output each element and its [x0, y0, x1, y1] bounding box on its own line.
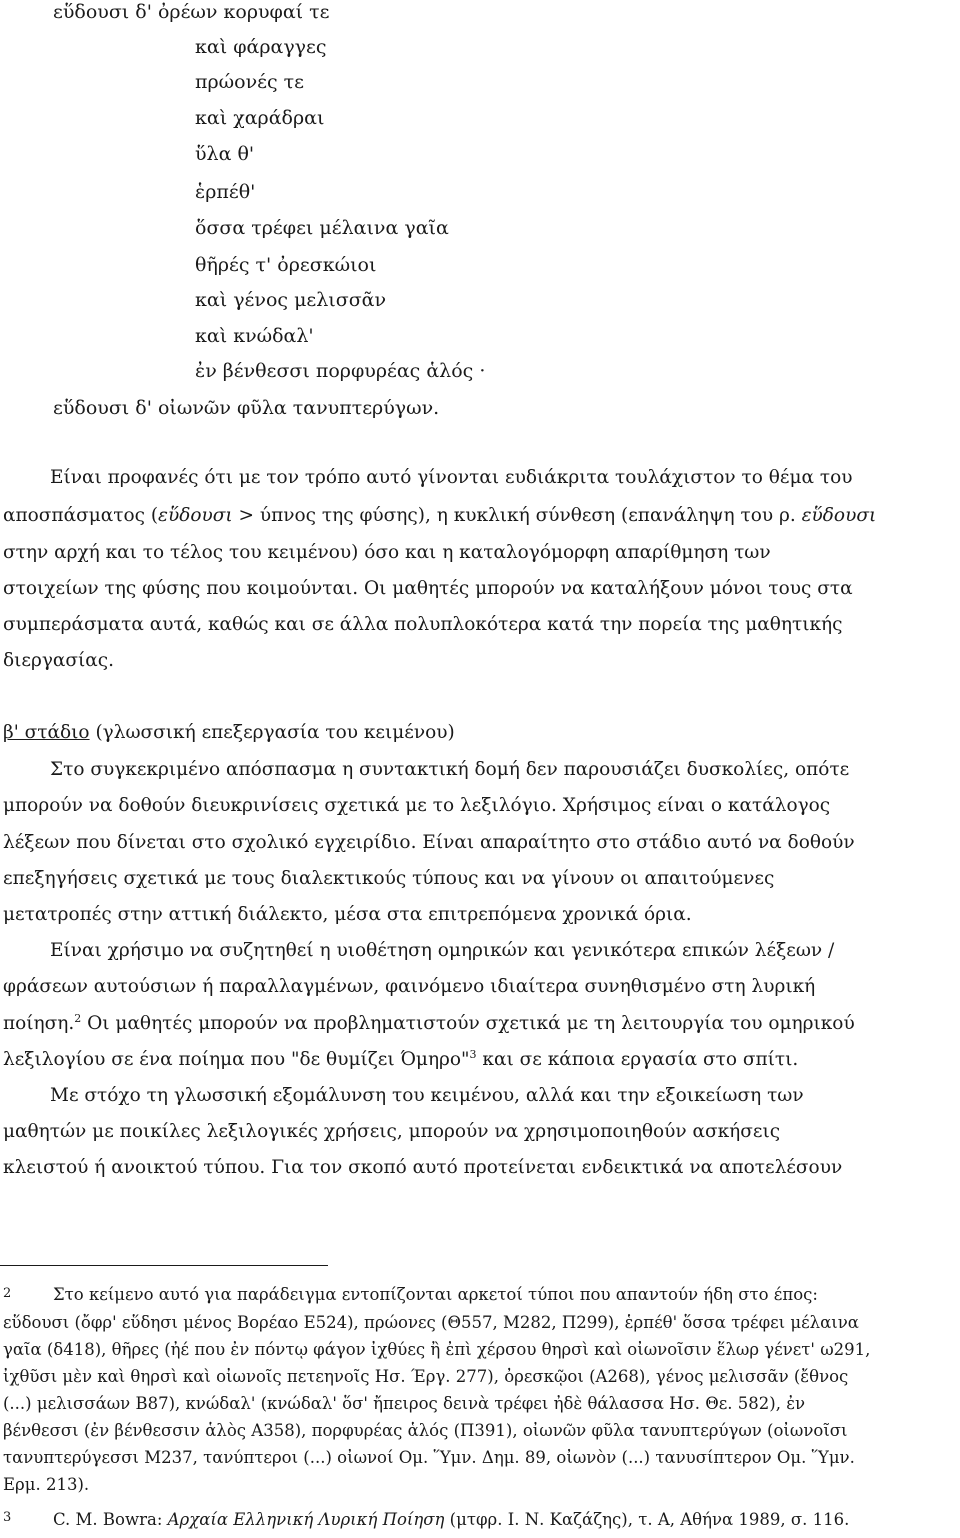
text-span: αποσπάσματος (: [3, 505, 159, 526]
italic-term: εὕδουσι: [158, 505, 233, 526]
text-line: [3, 1013, 855, 1034]
text-span: ποίηση.: [3, 1013, 75, 1034]
citation-details: (μτφρ. Ι. Ν. Καζάζης), τ. Α, Αθήνα 1989, σ. 116.: [444, 1510, 850, 1529]
poem-line: καὶ κνώδαλ': [195, 325, 314, 347]
citation-title: Αρχαία Ελληνική Λυρική Ποίηση: [167, 1510, 445, 1529]
footnote-line: [53, 1510, 849, 1529]
text-span: και σε κάποια εργασία στο σπίτι.: [476, 1049, 799, 1070]
poem-line: ὅσσα τρέφει μέλαινα γαῖα: [195, 217, 449, 239]
poem-line: καὶ χαράδραι: [195, 107, 325, 129]
footnote-line: τανυπτερύγεσσι Μ237, τανύπτεροι (...) οἰωνοί Ομ. Ὕμν. Δημ. 89, οἰωνὸν (...) τανυσίπτερον Ομ. Ὕμν.: [3, 1448, 855, 1467]
text-line: στην αρχή και το τέλος του κειμένου) όσο και η καταλογόμορφη απαρίθμηση των: [3, 542, 771, 563]
text-line: [3, 1049, 798, 1070]
poem-line: καὶ φάραγγες: [195, 36, 327, 58]
text-line: συμπεράσματα αυτά, καθώς και σε άλλα πολυπλοκότερα κατά την πορεία της μαθητικής: [3, 614, 843, 635]
text-line: [3, 505, 876, 526]
footnote-line: εὕδουσι (ὄφρ' εὕδησι μένος Βορέαο Ε524), πρώονες (Θ557, Μ282, Π299), ἑρπέθ' ὅσσα τρέφει μέλαινα: [3, 1313, 859, 1332]
poem-line: εὕδουσι δ' οἰωνῶν φῦλα τανυπτερύγων.: [53, 397, 440, 419]
text-line: μαθητών με ποικίλες λεξιλογικές χρήσεις, μπορούν να χρησιμοποιηθούν ασκήσεις: [3, 1121, 781, 1142]
text-line: Στο συγκεκριμένο απόσπασμα η συντακτική δομή δεν παρουσιάζει δυσκολίες, οπότε: [50, 759, 850, 780]
footnote-number: 2: [3, 1286, 12, 1301]
heading-label: β' στάδιο: [3, 722, 90, 743]
footnote-ref[interactable]: 3: [469, 1048, 477, 1061]
heading-rest: (γλωσσική επεξεργασία του κειμένου): [89, 722, 455, 743]
footnote-number: 3: [3, 1510, 12, 1525]
poem-line: ἑρπέθ': [195, 181, 256, 203]
footnote-separator: [0, 1265, 328, 1266]
text-line: μπορούν να δοθούν διευκρινίσεις σχετικά με το λεξιλόγιο. Χρήσιμος είναι ο κατάλογος: [3, 795, 831, 816]
footnote-line: ἰχθῦσι μὲν καὶ θηρσὶ καὶ οἰωνοῖς πετεηνοῖς Ησ. Έργ. 277), ὀρεσκῷοι (Α268), γένος μελισσᾶν (ἔθνος: [3, 1367, 849, 1386]
italic-term: εὕδουσι: [801, 505, 877, 526]
text-line: επεξηγήσεις σχετικά με τους διαλεκτικούς τύπους και να γίνουν οι απαιτούμενες: [3, 868, 775, 889]
footnote-line: (...) μελισσάων Β87), κνώδαλ' (κνώδαλ' ὅσ' ἤπειρος δεινὰ τρέφει ἠδὲ θάλασσα Ησ. Θε. 582), ἐν: [3, 1394, 806, 1413]
text-line: κλειστού ή ανοικτού τύπου. Για τον σκοπό αυτό προτείνεται ενδεικτικά να αποτελέσουν: [3, 1157, 843, 1178]
section-heading: [3, 722, 455, 743]
text-line: λέξεων που δίνεται στο σχολικό εγχειρίδιο. Είναι απαραίτητο στο στάδιο αυτό να δοθούν: [3, 832, 855, 853]
poem-line: ὕλα θ': [195, 143, 255, 165]
footnote-ref[interactable]: 2: [74, 1012, 82, 1025]
poem-line: ἐν βένθεσσι πορφυρέας ἁλός ·: [195, 360, 486, 382]
poem-line: εὕδουσι δ' ὀρέων κορυφαί τε: [53, 1, 330, 23]
text-line: Είναι χρήσιμο να συζητηθεί η υιοθέτηση ομηρικών και γενικότερα επικών λέξεων /: [50, 940, 835, 961]
poem-line: πρώονές τε: [195, 71, 305, 93]
text-line: Με στόχο τη γλωσσική εξομάλυνση του κειμένου, αλλά και την εξοικείωση των: [50, 1085, 804, 1106]
footnote-line: Στο κείμενο αυτό για παράδειγμα εντοπίζονται αρκετοί τύποι που απαντούν ήδη στο έπος:: [53, 1285, 818, 1304]
text-line: Είναι προφανές ότι με τον τρόπο αυτό γίνονται ευδιάκριτα τουλάχιστον το θέμα του: [50, 467, 853, 488]
citation-author: C. M. Bowra:: [53, 1510, 168, 1529]
text-line: στοιχείων της φύσης που κοιμούνται. Οι μαθητές μπορούν να καταλήξουν μόνοι τους στα: [3, 578, 853, 599]
text-line: μετατροπές στην αττική διάλεκτο, μέσα στα επιτρεπόμενα χρονικά όρια.: [3, 904, 692, 925]
footnote-line: βένθεσσι (ἐν βένθεσσιν ἁλὸς Α358), πορφυρέας ἁλός (Π391), οἰωνῶν φῦλα τανυπτερύγων (οἰωνοῖσι: [3, 1421, 848, 1440]
footnote-line: Ερμ. 213).: [3, 1475, 90, 1494]
text-span: > ύπνος της φύσης), η κυκλική σύνθεση (επανάληψη του ρ.: [232, 505, 802, 526]
text-line: φράσεων αυτούσιων ή παραλλαγμένων, φαινόμενο ιδιαίτερα συνηθισμένο στη λυρική: [3, 976, 816, 997]
text-span: λεξιλογίου σε ένα ποίημα που "δε θυμίζει Όμηρο": [3, 1049, 470, 1070]
text-line: διεργασίας.: [3, 650, 115, 671]
footnote-line: γαῖα (δ418), θῆρες (ἠέ που ἐν πόντῳ φάγον ἰχθύες ἢ ἐπὶ χέρσου θηρσὶ καὶ οἰωνοῖσιν ἕλωρ γένετ' ω291,: [3, 1340, 871, 1359]
poem-line: θῆρές τ' ὀρεσκώιοι: [195, 254, 377, 276]
poem-line: καὶ γένος μελισσᾶν: [195, 289, 387, 311]
text-span: Οι μαθητές μπορούν να προβληματιστούν σχετικά με τη λειτουργία του ομηρικού: [81, 1013, 855, 1034]
